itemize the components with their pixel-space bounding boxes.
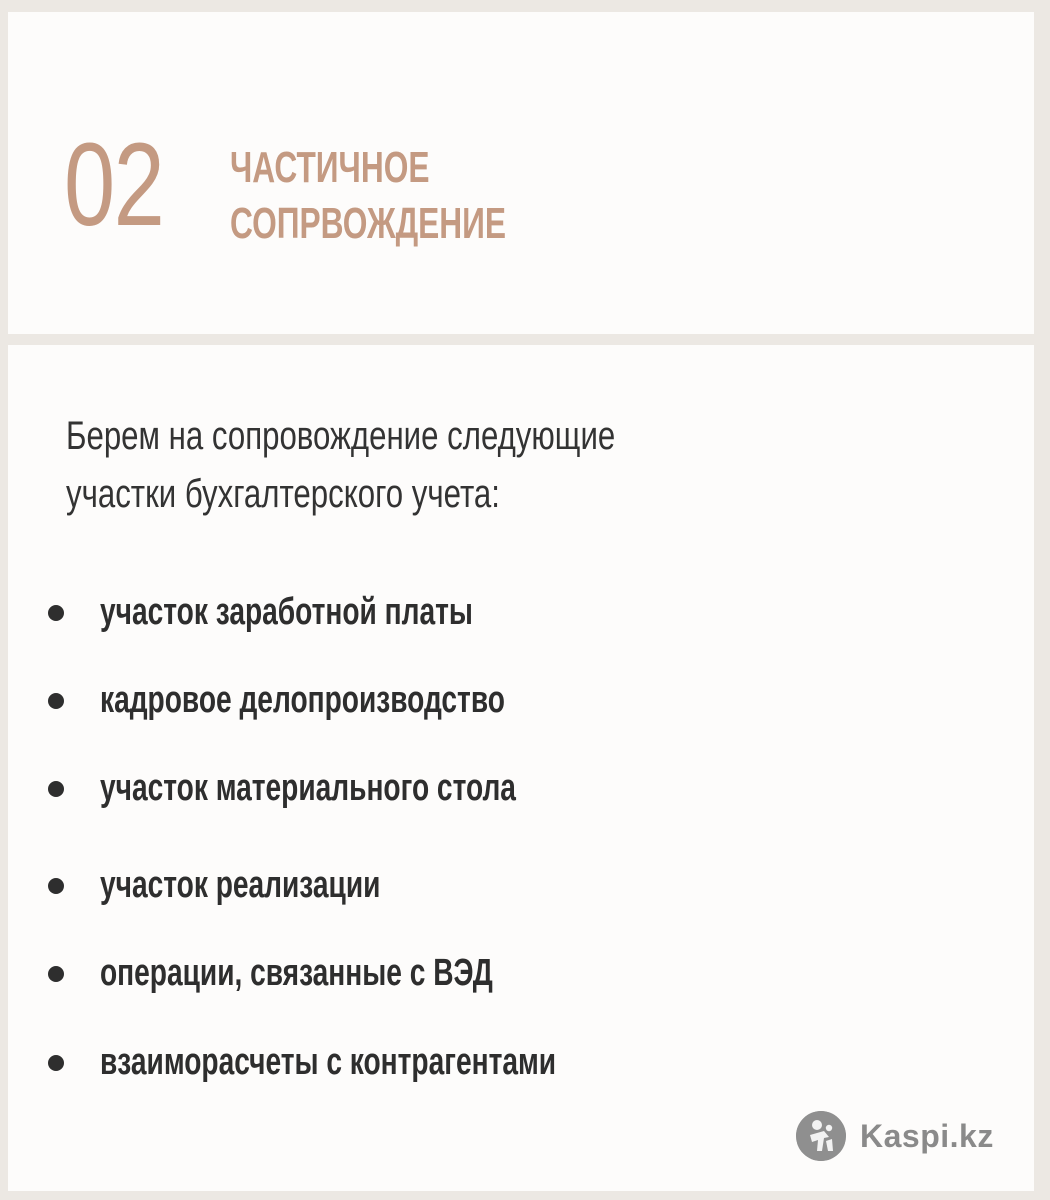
bullet-icon [48,966,64,982]
bullet-icon [48,781,64,797]
list-item [8,948,908,998]
kaspi-logo-icon [796,1111,846,1161]
section-title-line2: СОПРВОЖДЕНИЕ [230,199,507,248]
bullet-icon [48,693,64,709]
kaspi-watermark [796,1110,994,1162]
bullet-icon [48,1055,64,1071]
list-item [8,860,908,910]
list-item-label: участок заработной платы [100,591,473,633]
section-number: 02 [64,119,164,251]
list-item [8,675,908,725]
list-item-label: участок материального стола [100,767,516,809]
list-item-label: взаиморасчеты с контрагентами [100,1041,557,1083]
list-item-label: кадровое делопроизводство [100,679,505,721]
header-card [8,12,1034,334]
list-item-label: операции, связанные с ВЭД [100,952,493,994]
section-title-line1: ЧАСТИЧНОЕ [230,143,430,192]
list-item [8,587,908,637]
watermark-text: Kaspi.kz [860,1117,994,1154]
section-title [230,140,506,252]
intro-line1: Берем на сопровождение следующие [66,414,616,458]
list-item-label: участок реализации [100,864,381,906]
intro-text [66,407,615,523]
list-item [8,1037,908,1087]
list-item [8,763,908,813]
content-card [8,345,1034,1191]
bullet-icon [48,605,64,621]
bullet-icon [48,878,64,894]
intro-line2: участки бухгалтерского учета: [66,472,500,516]
